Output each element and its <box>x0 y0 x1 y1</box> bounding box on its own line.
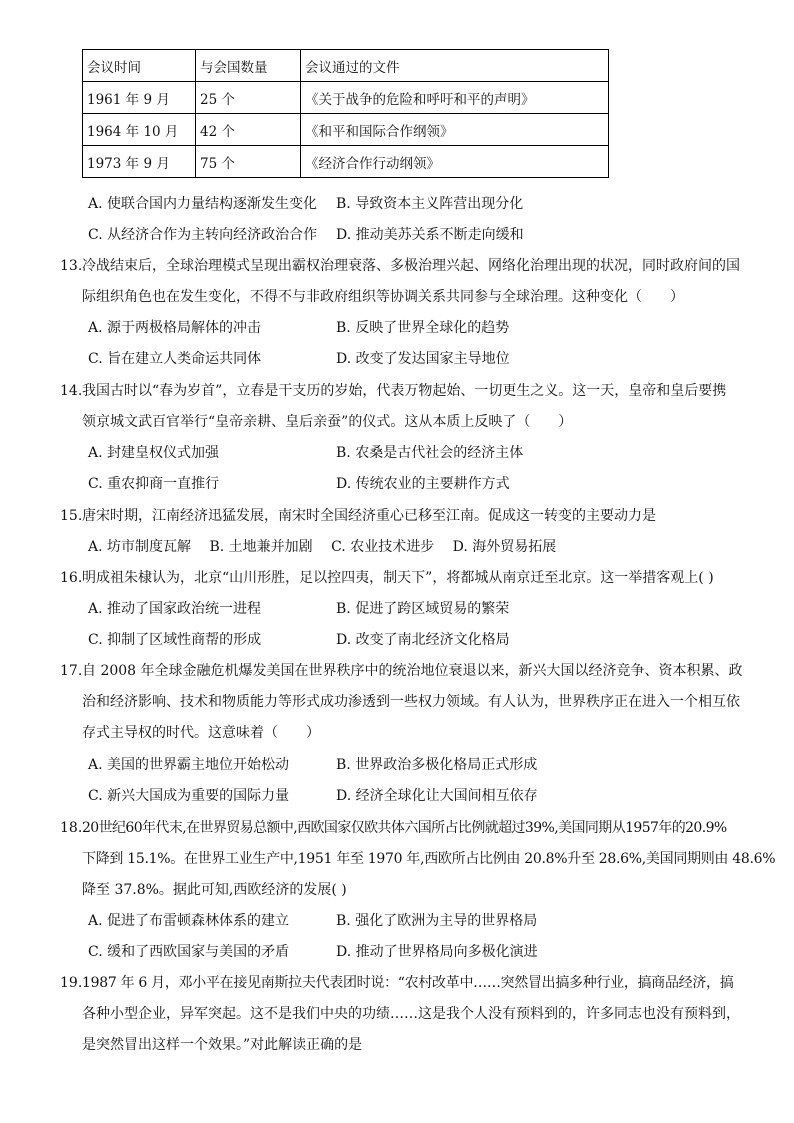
conference-table <box>82 49 609 178</box>
q13-stem-line: 冷战结束后，全球治理模式呈现出霸权治理衰落、多极治理兴起、网络化治理出现的状况，同时政府间的国 <box>82 258 740 274</box>
q14-stem-line: 领京城文武百官举行“皇帝亲耕、皇后亲蚕”的仪式。这从本质上反映了（ ） <box>82 414 573 430</box>
table-row <box>83 82 609 114</box>
q19-stem-line: 1987 年 6 月，邓小平在接见南斯拉夫代表团时说：“农村改革中……突然冒出搞多种行业，搞商品经济，搞 <box>82 975 734 991</box>
table-header-cell: 会议时间 <box>83 50 196 82</box>
q14-option-c[interactable]: C. 重农抑商一直推行 <box>88 476 220 492</box>
q12-option-c[interactable]: C. 从经济合作为主转向经济政治合作 <box>88 227 318 243</box>
q15-stem-line: 唐宋时期，江南经济迅猛发展，南宋时全国经济重心已移至江南。促成这一转变的主要动力是 <box>82 508 656 524</box>
q18-number: 18. <box>60 820 83 836</box>
q14-option-b[interactable]: B. 农桑是古代社会的经济主体 <box>336 445 524 461</box>
q18-option-d[interactable]: D. 推动了世界格局向多极化演进 <box>336 944 538 960</box>
q15-options[interactable]: A. 坊市制度瓦解 B. 土地兼并加剧 C. 农业技术进步 D. 海外贸易拓展 <box>88 539 557 555</box>
q16-option-c[interactable]: C. 抑制了区域性商帮的形成 <box>88 632 262 648</box>
q13-option-b[interactable]: B. 反映了世界全球化的趋势 <box>336 320 510 336</box>
table-cell: 1961 年 9 月 <box>83 82 196 114</box>
q12-option-a[interactable]: A. 使联合国内力量结构逐渐发生变化 <box>88 196 318 212</box>
q14-number: 14. <box>60 383 83 399</box>
q13-option-c[interactable]: C. 旨在建立人类命运共同体 <box>88 351 262 367</box>
table-row <box>83 114 609 146</box>
q14-option-a[interactable]: A. 封建皇权仪式加强 <box>88 445 220 461</box>
q18-option-a[interactable]: A. 促进了布雷顿森林体系的建立 <box>88 913 290 929</box>
q16-option-a[interactable]: A. 推动了国家政治统一进程 <box>88 601 262 617</box>
q13-option-d[interactable]: D. 改变了发达国家主导地位 <box>336 351 510 367</box>
table-cell: 《和平和国际合作纲领》 <box>301 114 609 146</box>
table-cell: 《经济合作行动纲领》 <box>301 146 609 178</box>
q18-option-b[interactable]: B. 强化了欧洲为主导的世界格局 <box>336 913 538 929</box>
q16-number: 16. <box>60 570 83 586</box>
q17-option-b[interactable]: B. 世界政治多极化格局正式形成 <box>336 757 538 773</box>
table-cell: 42 个 <box>196 114 301 146</box>
q13-number: 13. <box>60 258 83 274</box>
q18-stem-line: 20世纪60年代末,在世界贸易总额中,西欧国家仅欧共体六国所占比例就超过39%,美国同期从1957年的20.9% <box>82 820 727 836</box>
table-header-cell: 会议通过的文件 <box>301 50 609 82</box>
q17-stem-line: 存式主导权的时代。这意味着（ ） <box>82 725 320 741</box>
q18-option-c[interactable]: C. 缓和了西欧国家与美国的矛盾 <box>88 944 290 960</box>
table-cell: 1973 年 9 月 <box>83 146 196 178</box>
table-cell: 1964 年 10 月 <box>83 114 196 146</box>
q17-stem-line: 自 2008 年全球金融危机爆发美国在世界秩序中的统治地位衰退以来，新兴大国以经济竞争、资本积累、政 <box>82 663 743 679</box>
q18-stem-line: 下降到 15.1%。在世界工业生产中,1951 年至 1970 年,西欧所占比例由 20.8%升至 28.6%,美国同期则由 48.6% <box>82 851 776 867</box>
q12-option-b[interactable]: B. 导致资本主义阵营出现分化 <box>336 196 524 212</box>
table-header-row <box>83 50 609 82</box>
table-cell: 25 个 <box>196 82 301 114</box>
q16-option-b[interactable]: B. 促进了跨区域贸易的繁荣 <box>336 601 510 617</box>
q17-number: 17. <box>60 663 83 679</box>
q17-option-c[interactable]: C. 新兴大国成为重要的国际力量 <box>88 788 290 804</box>
q16-option-d[interactable]: D. 改变了南北经济文化格局 <box>336 632 510 648</box>
q14-option-d[interactable]: D. 传统农业的主要耕作方式 <box>336 476 510 492</box>
q19-stem-line: 是突然冒出这样一个效果。”对此解读正确的是 <box>82 1037 363 1053</box>
table-cell: 《关于战争的危险和呼吁和平的声明》 <box>301 82 609 114</box>
q14-stem-line: 我国古时以“春为岁首”，立春是干支历的岁始，代表万物起始、一切更生之义。这一天，皇帝和皇后要携 <box>82 383 727 399</box>
q17-option-a[interactable]: A. 美国的世界霸主地位开始松动 <box>88 757 290 773</box>
q15-number: 15. <box>60 508 83 524</box>
q19-stem-line: 各种小型企业，异军突起。这不是我们中央的功绩……这是我个人没有预料到的，许多同志也没有预料到， <box>82 1006 740 1022</box>
q17-option-d[interactable]: D. 经济全球化让大国间相互依存 <box>336 788 538 804</box>
q13-stem-line: 际组织角色也在发生变化，不得不与非政府组织等协调关系共同参与全球治理。这种变化（ ） <box>82 289 684 305</box>
q16-stem-line: 明成祖朱棣认为，北京“山川形胜，足以控四夷，制天下”，将都城从南京迁至北京。这一举措客观上( ) <box>82 570 714 586</box>
table-header-cell: 与会国数量 <box>196 50 301 82</box>
q12-option-d[interactable]: D. 推动美苏关系不断走向缓和 <box>336 227 524 243</box>
table-row <box>83 146 609 178</box>
q13-option-a[interactable]: A. 源于两极格局解体的冲击 <box>88 320 262 336</box>
q19-number: 19. <box>60 975 83 991</box>
table-cell: 75 个 <box>196 146 301 178</box>
q17-stem-line: 治和经济影响、技术和物质能力等形式成功渗透到一些权力领域。有人认为，世界秩序正在进入一个相互依 <box>82 694 740 710</box>
q18-stem-line: 降至 37.8%。据此可知,西欧经济的发展( ) <box>82 882 347 898</box>
